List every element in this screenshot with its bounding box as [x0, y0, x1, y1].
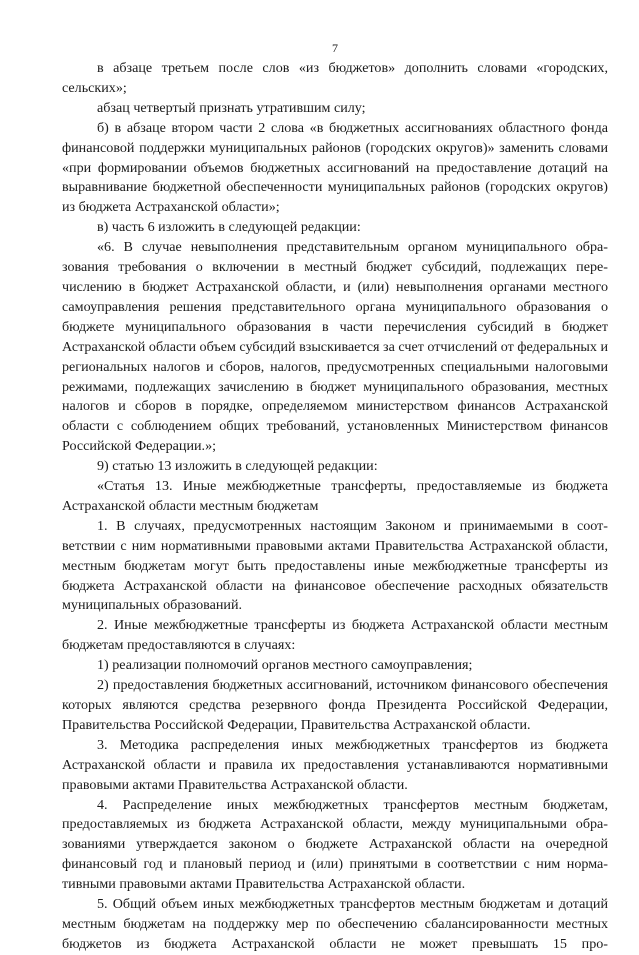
paragraph-9: 2. Иные межбюджетные трансферты из бюджета Астраханской области местным бюджетам предоставляются в случаях:: [62, 617, 608, 654]
paragraph-8: 1. В случаях, предусмотренных настоящим Законом и принимаемыми в соответствии с ним нормативными правовыми актами Правительства Астраханской области, местным бюджетам могут быть предоставлены иные межбюджетные трансферты из бюджета Астраханской области на финансовое обеспечение расходных обязательств муниципальных образований.: [62, 517, 608, 614]
paragraph-5: «6. В случае невыполнения представительным органом муниципального образования требования о включении в местный бюджет субсидий, подлежащих перечислению в бюджет Астраханской области, и (или) невыполнения органами местного самоуправления решения представительного органа муниципального образования о бюджете муниципального образования в части перечисления субсидий в бюджет Астраханской области объем субсидий взыскивается за счет отчислений от федеральных и региональных налогов и сборов, налогов, предусмотренных специальными налоговыми режимами, подлежащих зачислению в бюджет муниципального образования, местных налогов и сборов в порядке, определяемом министерством финансов Астраханской области с соблюдением общих требований, установленных Министерством финансов Российской Федерации.»;: [62, 239, 608, 455]
paragraph-11: 2) предоставления бюджетных ассигнований, источником финансового обеспечения которых являются средства резервного фонда Президента Российской Федерации, Правительства Российской Федерации, Правительства Астраханской области.: [62, 677, 608, 733]
paragraph-2: абзац четвертый признать утратившим силу;: [97, 99, 366, 116]
paragraph-1: в абзаце третьем после слов «из бюджетов» дополнить словами «городских, сельских»;: [62, 60, 608, 96]
paragraph-10: 1) реализации полномочий органов местного самоуправления;: [97, 657, 473, 674]
paragraph-14: 5. Общий объем иных межбюджетных трансфертов местным бюджетам и дотаций местным бюджетам на поддержку мер по обеспечению сбалансированности местных бюджетов из бюджета Астраханской области не может превышать 15 про-: [62, 896, 608, 952]
paragraph-4: в) часть 6 изложить в следующей редакции:: [97, 219, 361, 236]
document-body: [62, 59, 608, 955]
paragraph-12: 3. Методика распределения иных межбюджетных трансфертов из бюджета Астраханской области и правила их предоставления устанавливаются нормативными правовыми актами Правительства Астраханской области.: [62, 736, 608, 793]
paragraph-13: 4. Распределение иных межбюджетных трансфертов местным бюджетам, предоставляемых из бюджета Астраханской области, между муниципальными образованиями утверждается законом о бюджете Астраханской области на очередной финансовый год и плановый период и (или) принятыми в соответствии с ним нормативными правовыми актами Правительства Астраханской области.: [62, 796, 608, 893]
paragraph-7: «Статья 13. Иные межбюджетные трансферты, предоставляемые из бюджета Астраханской области местным бюджетам: [62, 478, 608, 514]
page-number: 7: [332, 41, 338, 55]
paragraph-6: 9) статью 13 изложить в следующей редакции:: [97, 458, 378, 475]
paragraph-3: б) в абзаце втором части 2 слова «в бюджетных ассигнованиях областного фонда финансовой поддержки муниципальных районов (городских округов)» заменить словами «при формировании объемов бюджетных ассигнований на предоставление дотаций на выравнивание бюджетной обеспеченности муниципальных районов (городских округов) из бюджета Астраханской области»;: [62, 119, 608, 216]
